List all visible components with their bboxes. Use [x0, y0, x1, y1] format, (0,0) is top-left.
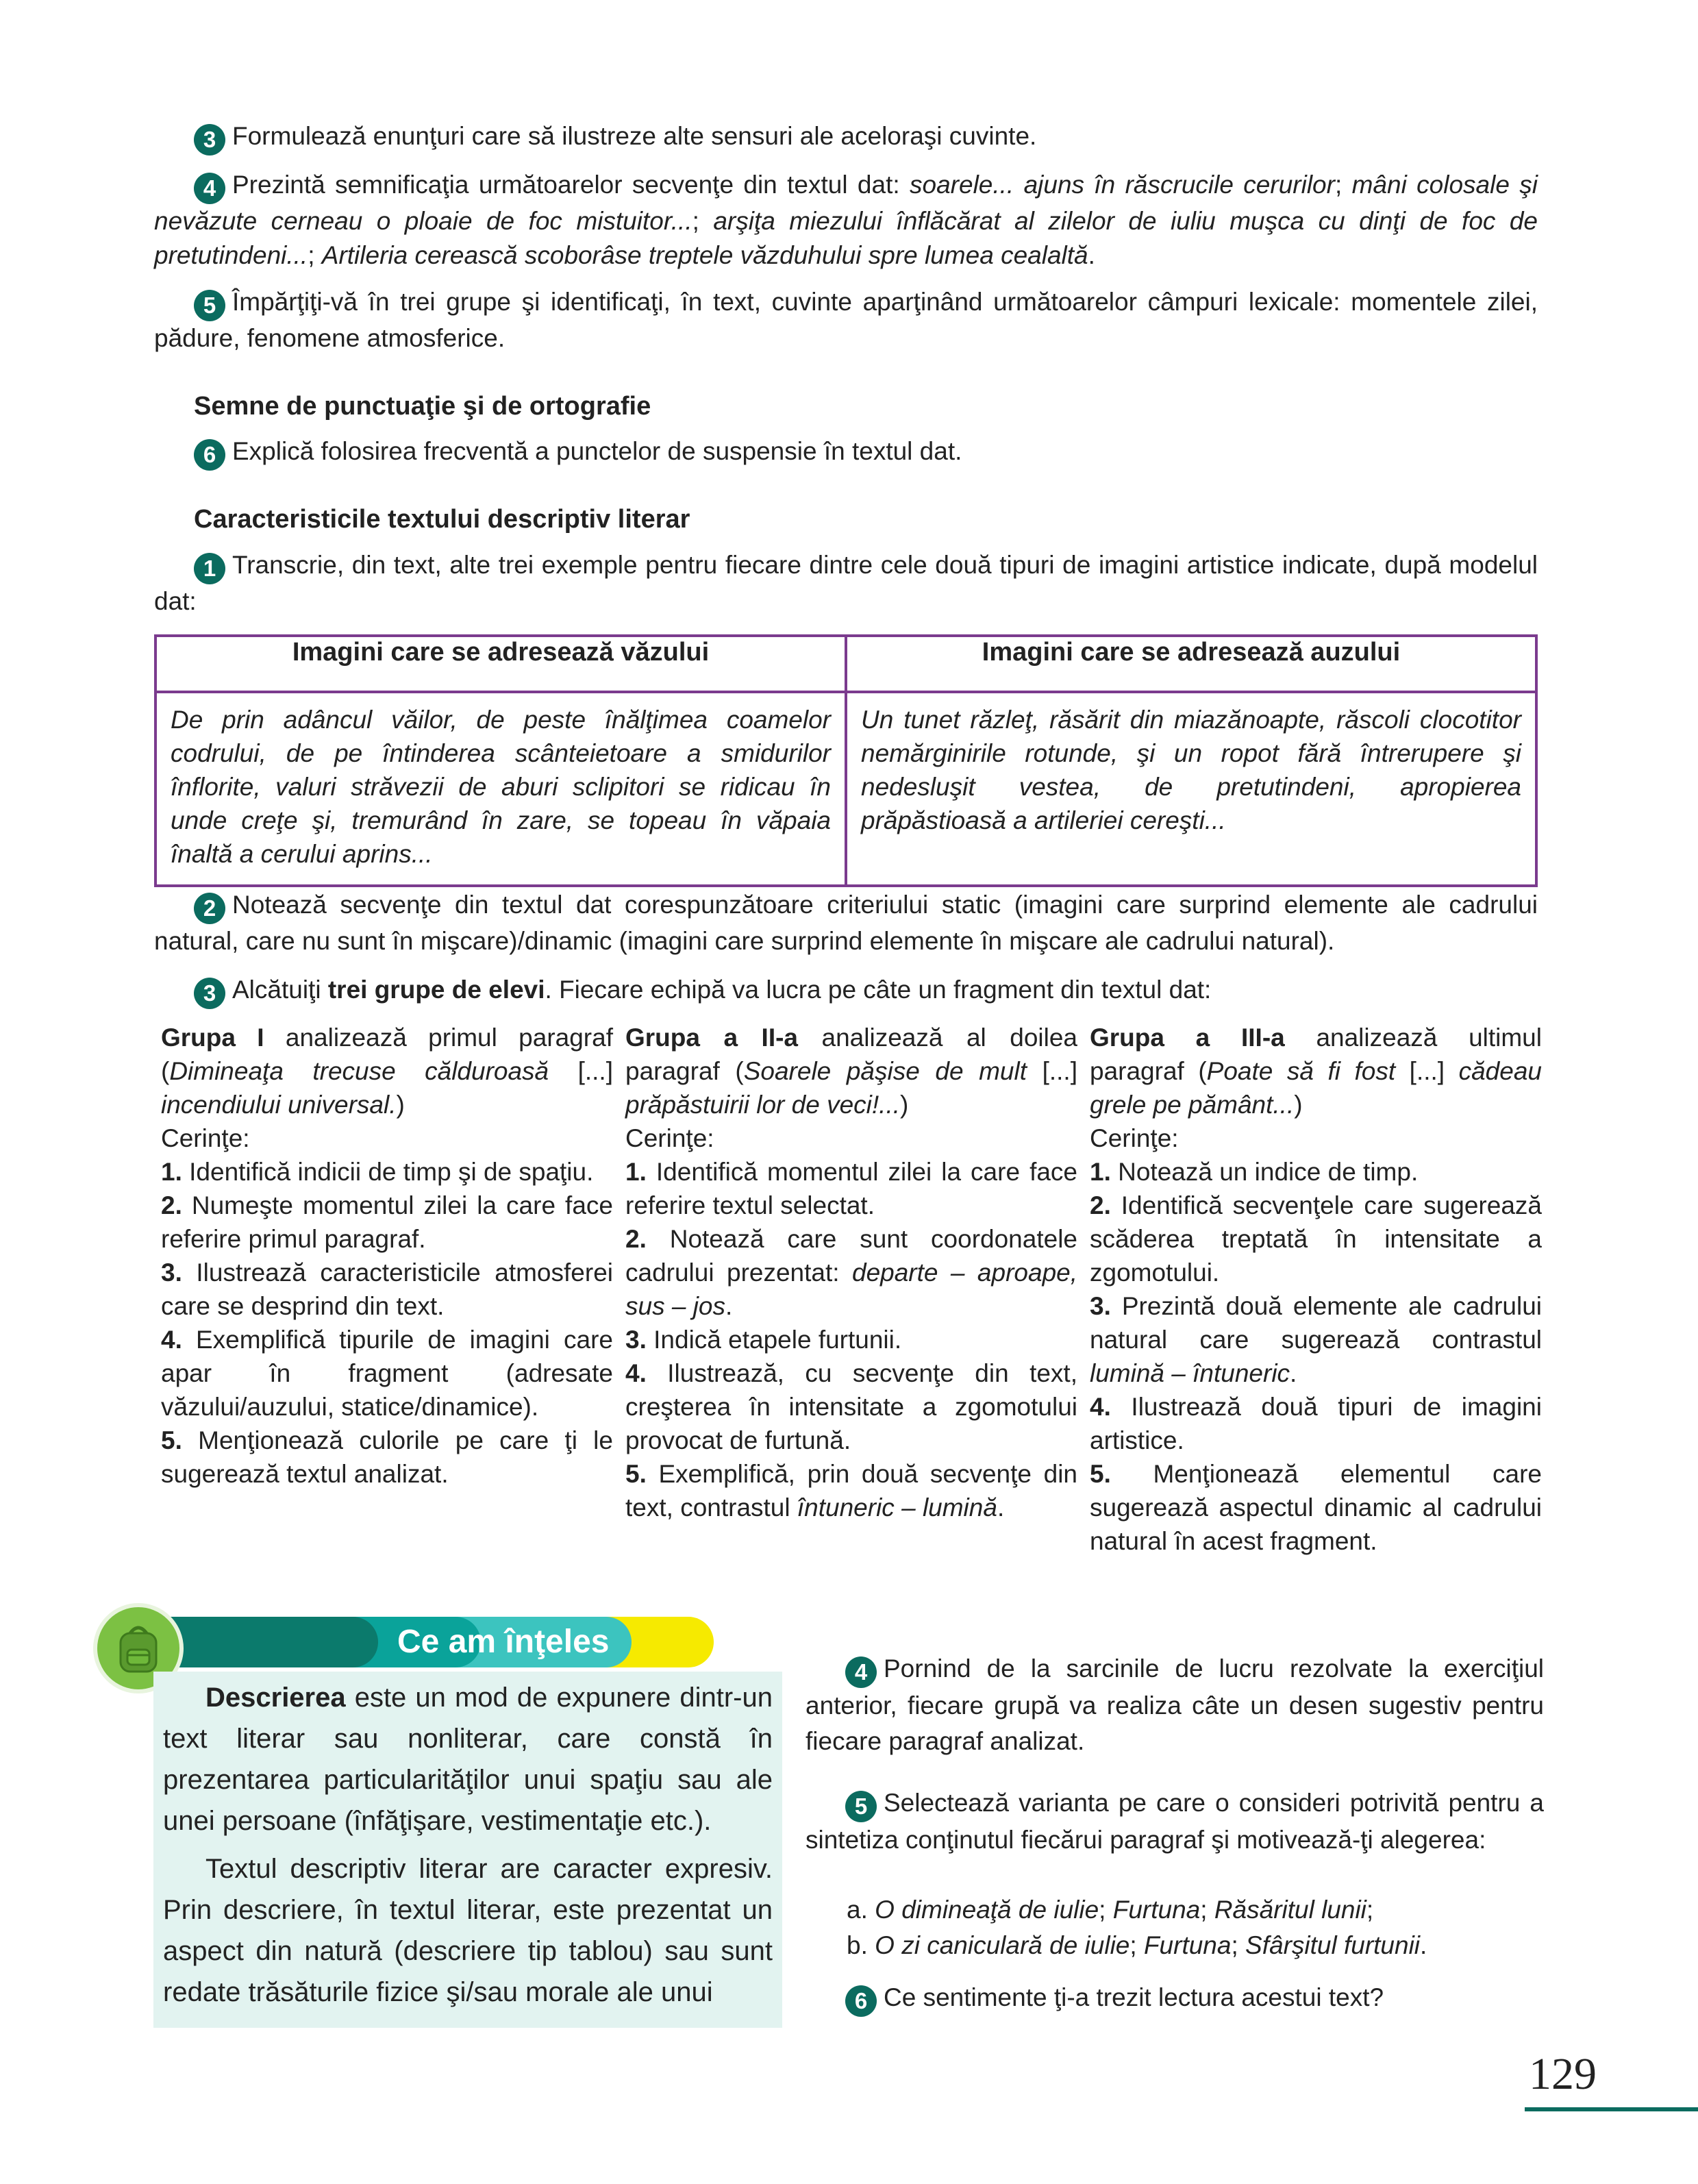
task-item: 3. Prezintă două elemente ale cadrului natural care sugerează contrastul lumină – întuneric.	[1090, 1292, 1542, 1387]
task-item: 5. Menţionează culorile pe care ţi le sugerează textul analizat.	[161, 1426, 613, 1488]
exercise-text: Selectează varianta pe care o consideri potrivită pentru a sintetiza conţinutul fiecărui paragraf şi motivează-ţi alegerea:	[806, 1789, 1544, 1854]
summary-term: Descrierea	[205, 1683, 346, 1713]
table-header-auz: Imagini care se adresează auzului	[846, 636, 1536, 692]
quote: arşiţa miezului înflăcărat al zilelor de iuliu muşca cu dinţi de foc de pretutindeni...	[154, 207, 1538, 269]
task-item: 5. Menţionează elementul care sugerează aspectul dinamic al cadrului natural în acest fragment.	[1090, 1460, 1542, 1555]
exercise-6-right	[845, 1981, 1537, 2017]
group-column-2: Grupa a II-a analizează al doilea paragraf (Soarele păşise de mult [...] prăpăstuirii lor de veci!...) Cerinţe: 1. Identifică momentul zilei la care face referire textul selectat. 2. Notează care sunt coordonatele cadrului prezentat: departe – aproape, sus – jos. 3. Indică etapele furtunii. 4. Ilustrează, cu secvenţe din text, creşterea în intensitate a zgomotului provocat de furtună. 5. Exemplifică, prin două secvenţe din text, contrastul întuneric – lumină.	[625, 1021, 1077, 1524]
quote: Artileria cerească scoborâse treptele văzduhului spre lumea cealaltă	[321, 241, 1088, 269]
exercise-text: Prezintă semnificaţia următoarelor secvenţe din textul dat:	[232, 171, 910, 199]
task-item: 1. Identifică momentul zilei la care face referire textul selectat.	[625, 1158, 1077, 1219]
exercise-text: Împărţiţi-vă în trei grupe şi identificaţi, în text, cuvinte aparţinând următoarelor câmpuri lexicale: momentele zilei, pădure, fenomene atmosferice.	[154, 288, 1538, 352]
exercise-number: 3	[194, 978, 225, 1009]
exercise-4-lexic: 4 Prezintă semnificaţia următoarelor secvenţe din textul dat: soarele... ajuns în răscrucile cerurilor; mâni colosale şi nevăzute cerneau o ploaie de foc mistuitor...; arşiţa miezului înflăcărat al zilelor de iuliu muşca cu dinţi de foc de pretutindeni...; Artileria cerească scoborâse treptele văzduhului spre lumea cealaltă.	[154, 171, 1538, 269]
section-heading-punctuatie: Semne de punctuaţie şi de ortografie	[194, 392, 651, 421]
exercise-number: 6	[194, 439, 225, 471]
page-number: 129	[1529, 2049, 1597, 2099]
task-item: 2. Notează care sunt coordonatele cadrului prezentat: departe – aproape, sus – jos.	[625, 1225, 1077, 1320]
exercise-number: 2	[194, 893, 225, 924]
table-cell-vaz: De prin adâncul văilor, de peste înălţimea coamelor codrului, de pe întinderea scânteietoare a smidurilor înflorite, valuri străvezii de aburi sclipitori se ridicau în unde creţe şi, tremurând în zare, se topeau în văpaia înaltă a cerului aprins...	[155, 692, 846, 886]
exercise-2-descriptiv	[154, 888, 1538, 958]
exercise-number: 4	[194, 173, 225, 204]
group-name: Grupa I	[161, 1023, 264, 1052]
cerinte-label: Cerinţe:	[161, 1124, 250, 1152]
exercise-3-descriptiv: 3 Alcătuiţi trei grupe de elevi. Fiecare echipă va lucra pe câte un fragment din textul dat:	[194, 973, 1536, 1009]
task-item: 3. Ilustrează caracteristicile atmosferei care se desprind din text.	[161, 1258, 613, 1320]
task-item: 2. Identifică secvenţele care sugerează scăderea treptată în intensitate a zgomotului.	[1090, 1191, 1542, 1287]
task-item: 4. Ilustrează două tipuri de imagini artistice.	[1090, 1393, 1542, 1454]
exercise-number: 3	[194, 124, 225, 156]
table-cell-auz: Un tunet răzleţ, răsărit din miazănoapte, răscoli clocotitor nemărginirile rotunde, şi un ropot fără întrerupere şi nedesluşit vestea, de pretutindeni, apropierea prăpăstioasă a artileriei cereşti...	[846, 692, 1536, 886]
exercise-text: Ce sentimente ţi-a trezit lectura acestui text?	[884, 1983, 1384, 2011]
task-item: 5. Exemplifică, prin două secvenţe din text, contrastul întuneric – lumină.	[625, 1460, 1077, 1522]
exercise-text: Pornind de la sarcinile de lucru rezolvate la exerciţiul anterior, fiecare grupă va realiza câte un desen sugestiv pentru fiecare paragraf analizat.	[806, 1654, 1544, 1755]
exercise-number: 1	[194, 553, 225, 584]
task-item: 4. Exemplifică tipurile de imagini care apar în fragment (adresate văzului/auzului, statice/dinamice).	[161, 1326, 613, 1421]
exercise-number: 6	[845, 1985, 877, 2017]
task-item: 1. Identifică indicii de timp şi de spaţiu.	[161, 1158, 594, 1186]
summary-banner	[103, 1617, 714, 1667]
quote: mâni colosale şi nevăzute cerneau o ploaie de foc mistuitor...	[154, 171, 1538, 235]
quote: soarele... ajuns în răscrucile cerurilor	[910, 171, 1335, 199]
exercise-number: 4	[845, 1656, 877, 1688]
option-b: b. O zi caniculară de iulie; Furtuna; Sfârşitul furtunii.	[847, 1931, 1427, 1959]
page-number-rule	[1525, 2107, 1698, 2111]
summary-title: Ce am înţeles	[397, 1624, 610, 1660]
group-column-1: Grupa I analizează primul paragraf (Dimineaţa trecuse călduroasă [...] incendiului universal.) Cerinţe: 1. Identifică indicii de timp şi de spaţiu. 2. Numeşte momentul zilei la care face referire primul paragraf. 3. Ilustrează caracteristicile atmosferei care se desprind din text. 4. Exemplifică tipurile de imagini care apar în fragment (adresate văzului/auzului, statice/dinamice). 5. Menţionează culorile pe care ţi le sugerează textul analizat.	[161, 1021, 613, 1491]
exercise-text: Notează secvenţe din textul dat corespunzătoare criteriului static (imagini care surprind elemente ale cadrului natural, care nu sunt în mişcare)/dinamic (imagini care surprind elemente în mişcare ale cadrului natural).	[154, 891, 1538, 955]
cerinte-label: Cerinţe:	[625, 1124, 714, 1152]
cerinte-label: Cerinţe:	[1090, 1124, 1179, 1152]
exercise-number: 5	[845, 1791, 877, 1822]
exercise-number: 5	[194, 290, 225, 321]
exercise-4-right	[806, 1651, 1544, 1759]
group-name: Grupa a III-a	[1090, 1023, 1285, 1052]
task-item: 3. Indică etapele furtunii.	[625, 1326, 902, 1354]
exercise-1-descriptiv	[154, 548, 1538, 619]
exercise-text: Transcrie, din text, alte trei exemple pentru fiecare dintre cele două tipuri de imagini artistice indicate, după modelul dat:	[154, 551, 1538, 615]
option-a: a. O dimineaţă de iulie; Furtuna; Răsăritul lunii;	[847, 1896, 1374, 1924]
section-heading-descriptiv: Caracteristicile textului descriptiv literar	[194, 505, 690, 534]
task-item: 4. Ilustrează, cu secvenţe din text, creşterea în intensitate a zgomotului provocat de furtună.	[625, 1359, 1077, 1454]
exercise-5-right	[806, 1785, 1544, 1858]
exercise-3-lexic	[194, 119, 1536, 156]
task-item: 1. Notează un indice de timp.	[1090, 1158, 1419, 1186]
artistic-images-table	[154, 634, 1538, 887]
group-name: Grupa a II-a	[625, 1023, 799, 1052]
exercise-5-lexic	[154, 285, 1538, 356]
summary-paragraph: Textul descriptiv literar are caracter expresiv. Prin descriere, în textul literar, este prezentat un aspect din natură (descriere tip tablou) sau sunt redate trăsăturile fizice şi/sau morale ale unui	[163, 1854, 773, 2007]
exercise-text: Explică folosirea frecventă a punctelor de suspensie în textul dat.	[232, 437, 962, 465]
group-column-3: Grupa a III-a analizează ultimul paragraf (Poate să fi fost [...] cădeau grele pe pământ...) Cerinţe: 1. Notează un indice de timp. 2. Identifică secvenţele care sugerează scăderea treptată în intensitate a zgomotului. 3. Prezintă două elemente ale cadrului natural care sugerează contrastul lumină – întuneric. 4. Ilustrează două tipuri de imagini artistice. 5. Menţionează elementul care sugerează aspectul dinamic al cadrului natural în acest fragment.	[1090, 1021, 1542, 1558]
exercise-6-punctuatie	[194, 434, 1536, 471]
exercise-text: Formulează enunţuri care să ilustreze alte sensuri ale aceloraşi cuvinte.	[232, 122, 1037, 150]
task-item: 2. Numeşte momentul zilei la care face referire primul paragraf.	[161, 1191, 613, 1253]
table-header-vaz: Imagini care se adresează văzului	[155, 636, 846, 692]
summary-box: Descrierea este un mod de expunere dintr-un text literar sau nonliterar, care constă în prezentarea particularităţilor unui spaţiu sau ale unei persoane (înfăţişare, vestimentaţie etc.). Textul descriptiv literar are caracter expresiv. Prin descriere, în textul literar, este prezentat un aspect din natură (descriere tip tablou) sau sunt redate trăsăturile fizice şi/sau morale ale unui	[153, 1672, 782, 2028]
